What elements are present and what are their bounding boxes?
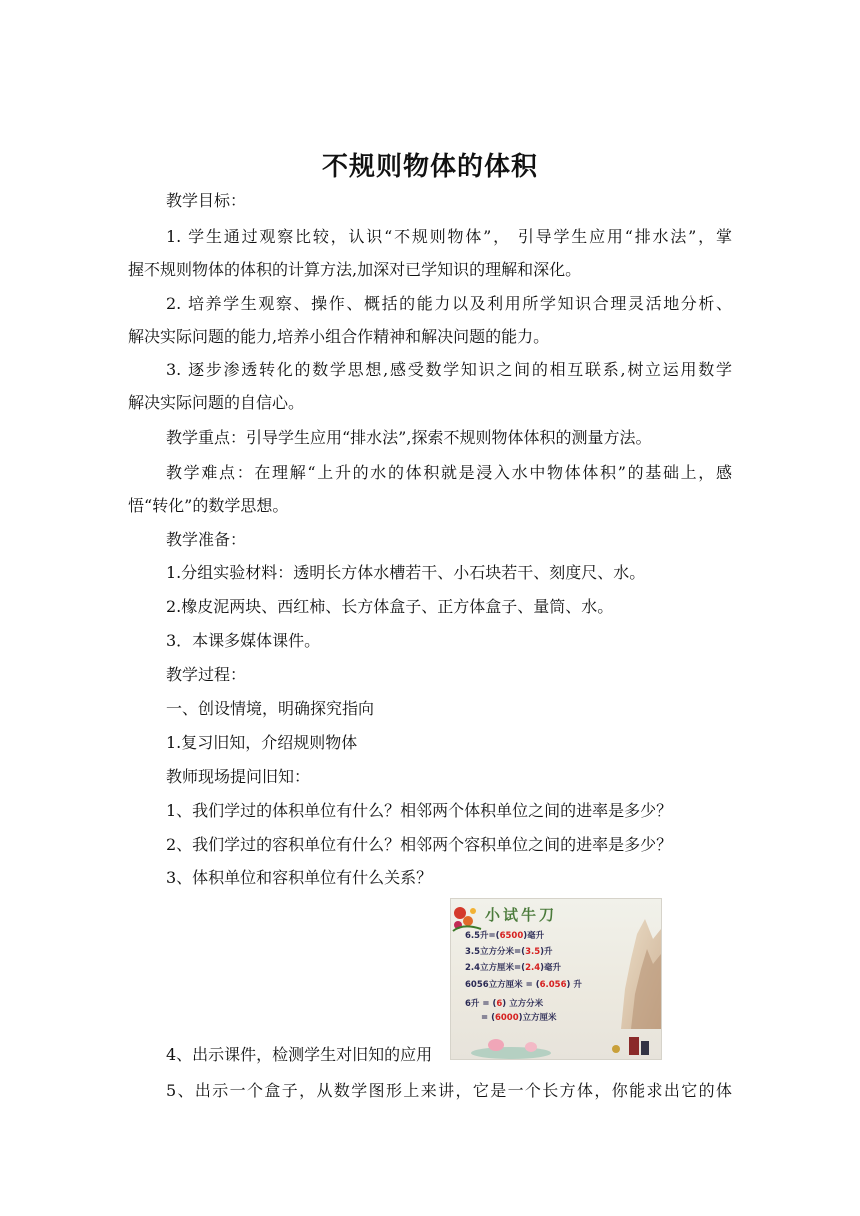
paragraph: 1.复习旧知，介绍规则物体 [166,733,358,752]
paragraph: 3. 逐步渗透转化的数学思想,感受数学知识之间的相互联系,树立运用数学 [166,360,732,379]
section-heading: 一、创设情境，明确探究指向 [166,699,375,718]
paragraph: 握不规则物体的体积的计算方法,加深对已学知识的理解和深化。 [128,260,582,279]
paragraph: 解决实际问题的能力,培养小组合作精神和解决问题的能力。 [128,327,550,346]
page-title: 不规则物体的体积 [321,152,538,182]
paragraph: 教学重点：引导学生应用“排水法”,探索不规则物体体积的测量方法。 [166,428,652,447]
paragraph: 1. 学生通过观察比较，认识“不规则物体”， 引导学生应用“排水法”，掌 [166,227,732,246]
paragraph: 2、我们学过的容积单位有什么？相邻两个容积单位之间的进率是多少？ [166,835,673,854]
paragraph: 3．本课多媒体课件。 [166,631,321,650]
lotus-decoration-icon [451,1031,661,1059]
paragraph: 教学准备： [166,530,247,549]
paragraph: 2.橡皮泥两块、西红柿、长方体盒子、正方体盒子、量筒、水。 [166,597,614,616]
slide-row: 6056立方厘米 = (6.056) 升 [465,980,582,990]
courseware-slide-image [450,898,662,1060]
slide-heading: 小试牛刀 [485,906,558,924]
slide-row: 3.5立方分米=(3.5)升 [465,947,553,957]
paragraph: 教学目标： [166,191,247,210]
mountain-illustration [601,919,661,1029]
slide-row: 6升 = (6) 立方分米 [465,999,544,1009]
slide-row: = (6000)立方厘米 [481,1013,557,1023]
paragraph: 2. 培养学生观察、操作、概括的能力以及利用所学知识合理灵活地分析、 [166,294,732,313]
paragraph: 5、出示一个盒子，从数学图形上来讲，它是一个长方体，你能求出它的体 [166,1081,732,1100]
slide-row: 2.4立方厘米=(2.4)毫升 [465,963,562,973]
paragraph: 4、出示课件，检测学生对旧知的应用 [166,1045,433,1064]
paragraph: 3、体积单位和容积单位有什么关系？ [166,868,433,887]
paragraph: 教师现场提问旧知： [166,767,311,786]
paragraph: 1、我们学过的体积单位有什么？相邻两个体积单位之间的进率是多少？ [166,801,673,820]
paragraph: 1.分组实验材料：透明长方体水槽若干、小石块若干、刻度尺、水。 [166,563,646,582]
slide-row: 6.5升=(6500)毫升 [465,931,545,941]
paragraph: 教学难点：在理解“上升的水的体积就是浸入水中物体体积”的基础上，感 [166,463,732,482]
paragraph: 悟“转化”的数学思想。 [128,496,289,515]
paragraph: 解决实际问题的自信心。 [128,393,305,412]
paragraph: 教学过程： [166,665,247,684]
